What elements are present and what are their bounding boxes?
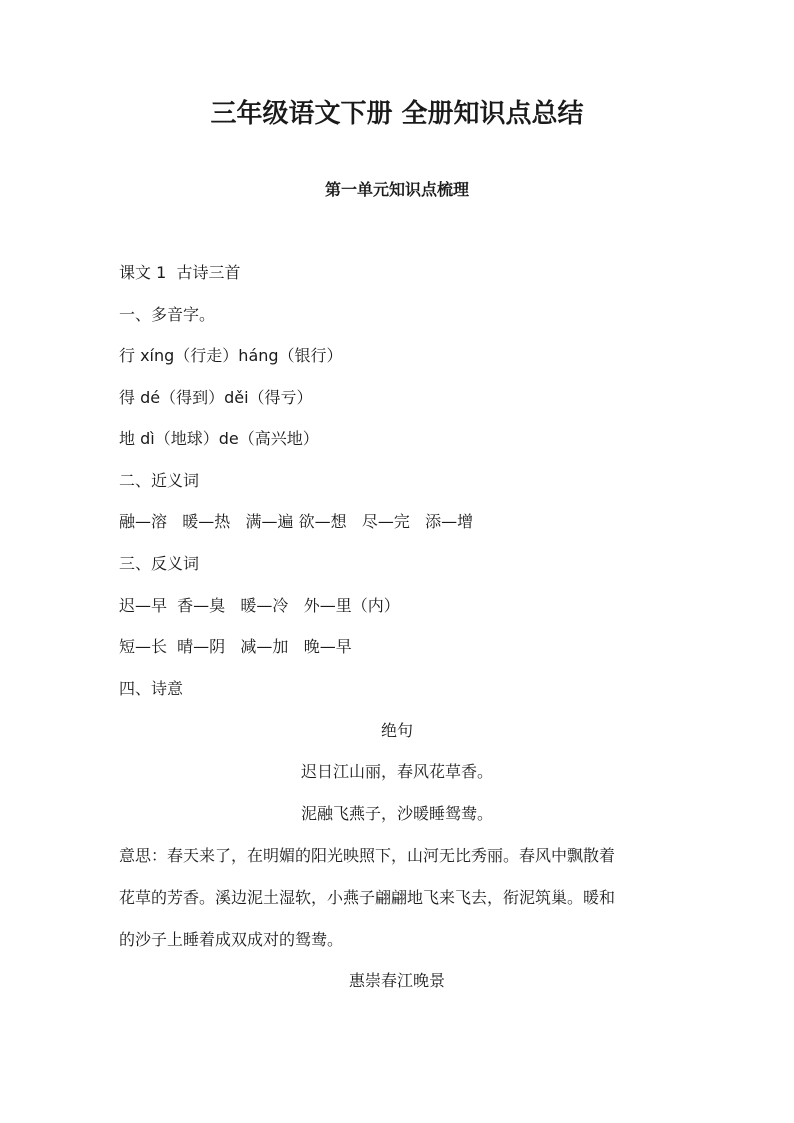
poem-title-jueju: 绝句 [380, 721, 413, 740]
poem-line-1: 迟日江山丽，春风花草香。 [300, 762, 493, 781]
section-heading-synonyms: 二、近义词 [119, 471, 200, 490]
poem-meaning-line-2: 花草的芳香。溪边泥土湿软，小燕子翩翩地飞来飞去，衔泥筑巢。暖和 [119, 888, 616, 907]
polyphone-item-xing: 行 xíng（行走）háng（银行） [119, 346, 343, 365]
poem-meaning-line-3: 的沙子上睡着成双成对的鸳鸯。 [119, 930, 344, 949]
lesson-heading: 课文 1 古诗三首 [119, 263, 241, 282]
poem-meaning-line-1: 意思：春天来了，在明媚的阳光映照下，山河无比秀丽。春风中飘散着 [119, 846, 616, 865]
section-heading-poem-meaning: 四、诗意 [119, 679, 184, 698]
section-heading-polyphones: 一、多音字。 [119, 305, 216, 324]
antonyms-list-1: 迟—早 香—臭 暖—冷 外—里（内） [119, 596, 400, 615]
synonyms-list: 融—溶 暖—热 满—遍 欲—想 尽—完 添—增 [119, 512, 474, 531]
unit-heading: 第一单元知识点梳理 [324, 180, 469, 199]
poem-title-huichong: 惠崇春江晚景 [348, 971, 445, 990]
document-title: 三年级语文下册 全册知识点总结 [210, 99, 584, 129]
poem-line-2: 泥融飞燕子，沙暖睡鸳鸯。 [300, 804, 493, 823]
polyphone-item-de: 得 dé（得到）děi（得亏） [119, 388, 313, 407]
antonyms-list-2: 短—长 晴—阴 减—加 晚—早 [119, 637, 352, 656]
section-heading-antonyms: 三、反义词 [119, 554, 200, 573]
polyphone-item-di: 地 dì（地球）de（高兴地） [119, 429, 319, 448]
